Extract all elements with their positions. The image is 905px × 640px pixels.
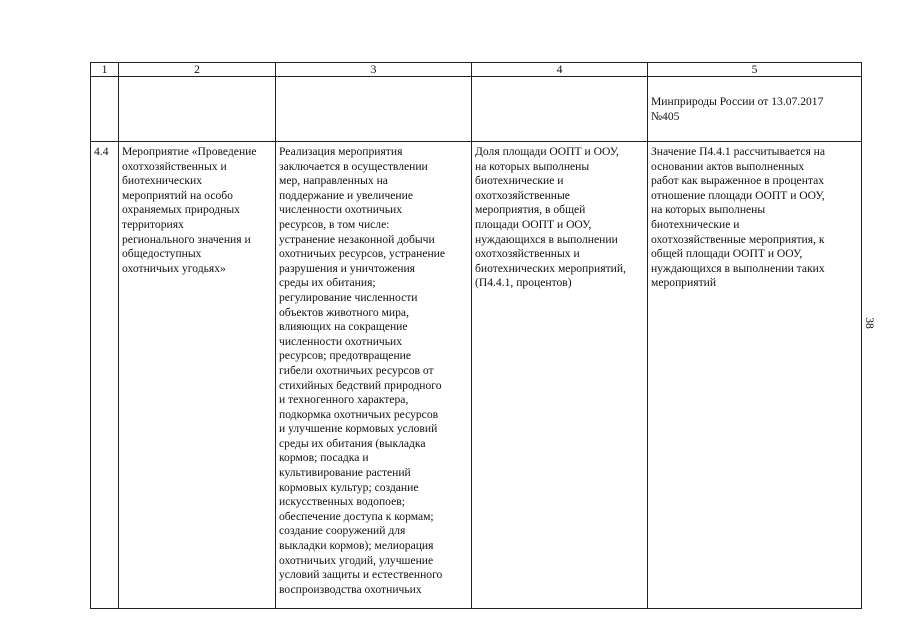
cell-empty: [276, 77, 472, 142]
page-number: 38: [863, 317, 876, 329]
cell-item-number: [91, 142, 119, 609]
header-col-3: 3: [276, 63, 472, 77]
cell-source-reference: [648, 77, 862, 142]
item-number: 4.4: [94, 145, 109, 158]
indicator-text: Доля площади ООПТ и ООУ, на которых выполнены биотехнические и охотхозяйственные мероприятия, в общей площади ООПТ и ООУ, нуждающихся в выполнении охотхозяйственных и биотехнических мероприятий, (П4.4.1, процентов): [475, 145, 626, 290]
calculation-method-text: Значение П4.4.1 рассчитывается на основании актов выполненных работ как выраженное в процентах отношение площади ООПТ и ООУ, на которых выполнены биотехнические и охотхозяйственные мероприятия, к общей площади ООПТ и ООУ, нуждающихся в выполнении таких мероприятий: [651, 145, 826, 290]
table-row-continuation: [91, 77, 862, 142]
cell-event-description: [276, 142, 472, 609]
cell-empty: [119, 77, 276, 142]
header-col-5: 5: [648, 63, 862, 77]
header-col-2: 2: [119, 63, 276, 77]
header-col-1: 1: [91, 63, 119, 77]
cell-event-name: [119, 142, 276, 609]
cell-empty: [91, 77, 119, 142]
table-header-row: [91, 63, 862, 77]
header-col-4: 4: [472, 63, 648, 77]
table-row: [91, 142, 862, 609]
cell-indicator: [472, 142, 648, 609]
event-description-text: Реализация мероприятия заключается в осуществлении мер, направленных на поддержание и увеличение численности охотничьих ресурсов, в том числе: устранение незаконной добычи охотничьих ресурсов, устранение разрушения и уничтожения среды их обитания; регулирование численности объектов животного мира, влияющих на сокращение численности охотничьих ресурсов; предотвращение гибели охотничьих ресурсов от стихийных бедствий природного и техногенного характера, подкормка охотничьих ресурсов и улучшение кормовых условий среды их обитания (выкладка кормов; посадка и культивирование растений кормовых культур; создание искусственных водопоев; обеспечение доступа к кормам; создание сооружений для выкладки кормов); мелиорация охотничьих угодий, улучшение условий защиты и естественного воспроизводства охотничьих: [279, 145, 446, 596]
event-name-text: Мероприятие «Проведение охотхозяйственных и биотехнических мероприятий на особо охраняемых природных территориях регионального значения и общедоступных охотничьих угодьях»: [122, 145, 257, 275]
cell-empty: [472, 77, 648, 142]
document-table: [90, 62, 862, 609]
cell-calculation-method: [648, 142, 862, 609]
source-reference-text: Минприроды России от 13.07.2017 №405: [651, 95, 824, 123]
